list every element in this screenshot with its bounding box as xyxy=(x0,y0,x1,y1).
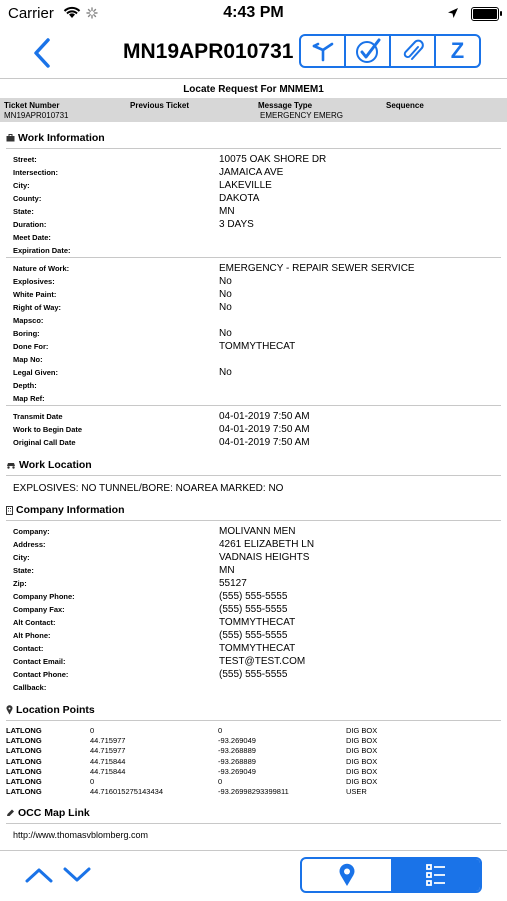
field-label: Company Fax: xyxy=(13,605,65,614)
point-longitude: 0 xyxy=(218,777,223,787)
field-value: (555) 555-5555 xyxy=(219,630,288,641)
battery-icon xyxy=(471,7,499,21)
field-value: TOMMYTHECAT xyxy=(219,643,296,654)
list-icon xyxy=(425,863,447,887)
field-row xyxy=(6,231,501,244)
work-information-title: Work Information xyxy=(18,132,105,144)
ticket-number-title: MN19APR010731 xyxy=(123,40,294,63)
point-longitude: 0 xyxy=(218,726,223,735)
company-information-fields xyxy=(6,521,501,694)
field-row xyxy=(6,655,501,668)
field-label: Nature of Work: xyxy=(13,264,70,273)
field-row xyxy=(6,564,501,577)
field-value: TOMMYTHECAT xyxy=(219,341,296,352)
location-point-row xyxy=(6,736,501,746)
field-label: Expiration Date: xyxy=(13,246,71,255)
field-label: Map No: xyxy=(13,355,43,364)
field-row xyxy=(6,423,501,436)
point-latitude: 44.715977 xyxy=(90,736,126,746)
section-title xyxy=(6,704,501,721)
company-information-title: Company Information xyxy=(16,504,125,516)
route-button[interactable] xyxy=(301,36,346,66)
point-kind: DIG BOX xyxy=(346,726,378,735)
location-arrow-icon xyxy=(447,6,459,24)
field-row xyxy=(6,642,501,655)
field-row xyxy=(6,590,501,603)
report-title: Locate Request For MNMEM1 xyxy=(183,84,324,95)
header-label-message-type: Message Type xyxy=(258,101,313,110)
field-value: (555) 555-5555 xyxy=(219,669,288,680)
section-title xyxy=(6,504,501,521)
map-pin-icon xyxy=(338,863,356,887)
company-information-section xyxy=(0,504,507,694)
field-value: VADNAIS HEIGHTS xyxy=(219,552,310,563)
field-label: Company: xyxy=(13,527,50,536)
point-longitude: -93.26998293399811 xyxy=(218,787,289,797)
field-group xyxy=(6,257,501,405)
building-icon xyxy=(6,506,13,515)
location-points-title: Location Points xyxy=(16,704,95,716)
field-row xyxy=(6,275,501,288)
field-label: County: xyxy=(13,194,42,203)
point-type: LATLONG xyxy=(6,787,42,797)
field-label: Depth: xyxy=(13,381,37,390)
complete-button[interactable] xyxy=(346,36,391,66)
chevron-up-icon xyxy=(24,865,54,885)
field-row xyxy=(6,353,501,366)
field-row xyxy=(6,262,501,275)
ticket-actions-toolbar xyxy=(299,34,481,68)
field-row xyxy=(6,218,501,231)
point-latitude: 0 xyxy=(90,777,95,787)
field-row xyxy=(6,681,501,694)
location-points-table xyxy=(6,726,501,797)
next-ticket-button[interactable] xyxy=(62,865,92,890)
field-row xyxy=(6,668,501,681)
field-label: Meet Date: xyxy=(13,233,51,242)
location-point-row xyxy=(6,767,501,777)
field-row xyxy=(6,525,501,538)
field-row xyxy=(6,616,501,629)
locate-request-report[interactable] xyxy=(0,80,507,850)
field-label: Alt Phone: xyxy=(13,631,51,640)
header-value-ticket-number: MN19APR010731 xyxy=(4,111,69,120)
field-group xyxy=(6,149,501,257)
location-point-row xyxy=(6,777,501,787)
section-title xyxy=(6,459,501,476)
field-row xyxy=(6,327,501,340)
bottom-toolbar xyxy=(0,850,507,901)
field-value: JAMAICA AVE xyxy=(219,167,284,178)
point-kind: DIG BOX xyxy=(346,746,378,756)
header-label-previous-ticket: Previous Ticket xyxy=(130,101,189,110)
field-label: Explosives: xyxy=(13,277,55,286)
field-label: State: xyxy=(13,566,34,575)
point-type: LATLONG xyxy=(6,726,42,735)
field-label: Boring: xyxy=(13,329,40,338)
point-kind: DIG BOX xyxy=(346,756,378,766)
field-row xyxy=(6,366,501,379)
field-label: Done For: xyxy=(13,342,49,351)
field-label: Address: xyxy=(13,540,46,549)
point-type: LATLONG xyxy=(6,756,42,766)
field-row xyxy=(6,192,501,205)
point-latitude: 0 xyxy=(90,726,95,735)
point-latitude: 44.715844 xyxy=(90,766,126,776)
occ-map-link[interactable]: http://www.thomasvblomberg.com xyxy=(13,830,149,841)
field-label: Original Call Date xyxy=(13,438,76,447)
point-type: LATLONG xyxy=(6,736,42,746)
header-label-sequence: Sequence xyxy=(386,101,424,110)
field-value: MN xyxy=(219,206,235,217)
field-group xyxy=(6,405,501,449)
field-label: Callback: xyxy=(13,683,47,692)
point-latitude: 44.716015275143434 xyxy=(90,787,163,797)
check-icon xyxy=(354,37,382,65)
point-latitude: 44.715844 xyxy=(90,756,126,766)
map-view-button[interactable] xyxy=(302,859,391,891)
point-latitude: 44.715977 xyxy=(90,746,126,756)
field-value: 3 DAYS xyxy=(219,219,254,230)
chevron-down-icon xyxy=(62,865,92,885)
field-value: EMERGENCY - REPAIR SEWER SERVICE xyxy=(219,263,415,274)
location-point-row xyxy=(6,726,501,736)
field-row xyxy=(6,577,501,590)
chevron-left-icon xyxy=(28,37,58,69)
field-label: Contact Phone: xyxy=(13,670,69,679)
field-row xyxy=(6,301,501,314)
field-row xyxy=(6,244,501,257)
field-row xyxy=(6,410,501,423)
field-label: Contact Email: xyxy=(13,657,66,666)
point-kind: USER xyxy=(346,787,367,797)
field-value: No xyxy=(219,367,232,378)
field-row xyxy=(6,288,501,301)
field-label: Transmit Date xyxy=(13,412,63,421)
field-label: Alt Contact: xyxy=(13,618,56,627)
carrier-label: Carrier xyxy=(8,5,54,22)
field-label: Work to Begin Date xyxy=(13,425,83,434)
point-kind: DIG BOX xyxy=(346,777,378,787)
field-row xyxy=(6,551,501,564)
field-label: White Paint: xyxy=(13,290,57,299)
field-label: Street: xyxy=(13,155,37,164)
field-value: TOMMYTHECAT xyxy=(219,617,296,628)
briefcase-icon xyxy=(6,134,15,142)
field-value: MN xyxy=(219,565,235,576)
point-kind: DIG BOX xyxy=(346,736,378,746)
field-value: LAKEVILLE xyxy=(219,180,272,191)
field-row xyxy=(6,340,501,353)
list-view-button[interactable] xyxy=(391,859,480,891)
point-type: LATLONG xyxy=(6,777,42,787)
point-type: LATLONG xyxy=(6,746,42,756)
map-marker-icon xyxy=(6,705,13,715)
header-label-ticket-number: Ticket Number xyxy=(4,101,60,110)
field-value: No xyxy=(219,276,232,287)
car-icon xyxy=(6,461,16,469)
field-label: Duration: xyxy=(13,220,47,229)
field-value: 04-01-2019 7:50 AM xyxy=(219,424,310,435)
point-longitude: -93.268889 xyxy=(218,746,256,756)
field-label: Intersection: xyxy=(13,168,59,177)
work-information-fields xyxy=(6,149,501,449)
field-value: (555) 555-5555 xyxy=(219,591,288,602)
pencil-icon xyxy=(6,809,15,817)
field-label: State: xyxy=(13,207,34,216)
field-row xyxy=(6,179,501,192)
view-toggle xyxy=(300,857,482,893)
status-bar xyxy=(0,0,507,28)
field-row xyxy=(6,603,501,616)
section-title xyxy=(6,132,501,149)
navigation-bar xyxy=(0,28,507,79)
occ-map-link-section xyxy=(0,807,507,840)
route-icon xyxy=(311,39,335,63)
section-title xyxy=(6,807,501,824)
field-row xyxy=(6,314,501,327)
point-kind: DIG BOX xyxy=(346,766,378,776)
field-row xyxy=(6,205,501,218)
point-longitude: -93.269049 xyxy=(218,736,256,746)
previous-ticket-button[interactable] xyxy=(24,865,54,890)
field-value: 4261 ELIZABETH LN xyxy=(219,539,315,550)
work-location-text: EXPLOSIVES: NO TUNNEL/BORE: NOAREA MARKED: NO xyxy=(13,483,284,494)
header-value-message-type: EMERGENCY EMERG xyxy=(260,111,343,120)
ticket-header-band xyxy=(0,98,507,122)
point-type: LATLONG xyxy=(6,766,42,776)
location-point-row xyxy=(6,787,501,797)
field-value: No xyxy=(219,328,232,339)
field-label: Map Ref: xyxy=(13,394,45,403)
field-label: Legal Given: xyxy=(13,368,59,377)
paperclip-icon xyxy=(401,38,425,64)
work-information-section xyxy=(0,132,507,449)
occ-map-link-title: OCC Map Link xyxy=(18,807,90,820)
field-label: City: xyxy=(13,553,30,562)
field-label: Contact: xyxy=(13,644,44,653)
location-point-row xyxy=(6,757,501,767)
field-value: No xyxy=(219,302,232,313)
field-label: City: xyxy=(13,181,30,190)
field-label: Mapsco: xyxy=(13,316,44,325)
work-location-title: Work Location xyxy=(19,459,92,471)
field-row xyxy=(6,629,501,642)
field-label: Zip: xyxy=(13,579,27,588)
field-row xyxy=(6,153,501,166)
field-row xyxy=(6,538,501,551)
back-button[interactable] xyxy=(28,37,58,69)
field-label: Right of Way: xyxy=(13,303,62,312)
field-value: (555) 555-5555 xyxy=(219,604,288,615)
field-value: MOLIVANN MEN xyxy=(219,526,296,537)
field-value: 55127 xyxy=(219,578,247,589)
status-time: 4:43 PM xyxy=(223,4,284,21)
field-label: Company Phone: xyxy=(13,592,75,601)
attachment-button[interactable] xyxy=(391,36,436,66)
point-longitude: -93.268889 xyxy=(218,756,256,766)
field-value: No xyxy=(219,289,232,300)
location-points-section xyxy=(0,704,507,797)
field-value: TEST@TEST.COM xyxy=(219,656,306,667)
location-point-row xyxy=(6,746,501,756)
work-location-section xyxy=(0,459,507,494)
z-button[interactable]: Z xyxy=(450,38,465,63)
field-value: 04-01-2019 7:50 AM xyxy=(219,411,310,422)
field-value: 04-01-2019 7:50 AM xyxy=(219,437,310,448)
field-row xyxy=(6,379,501,392)
field-value: 10075 OAK SHORE DR xyxy=(219,154,327,165)
field-row xyxy=(6,166,501,179)
point-longitude: -93.269049 xyxy=(218,766,256,776)
field-row xyxy=(6,436,501,449)
field-value: DAKOTA xyxy=(219,193,260,204)
field-row xyxy=(6,392,501,405)
